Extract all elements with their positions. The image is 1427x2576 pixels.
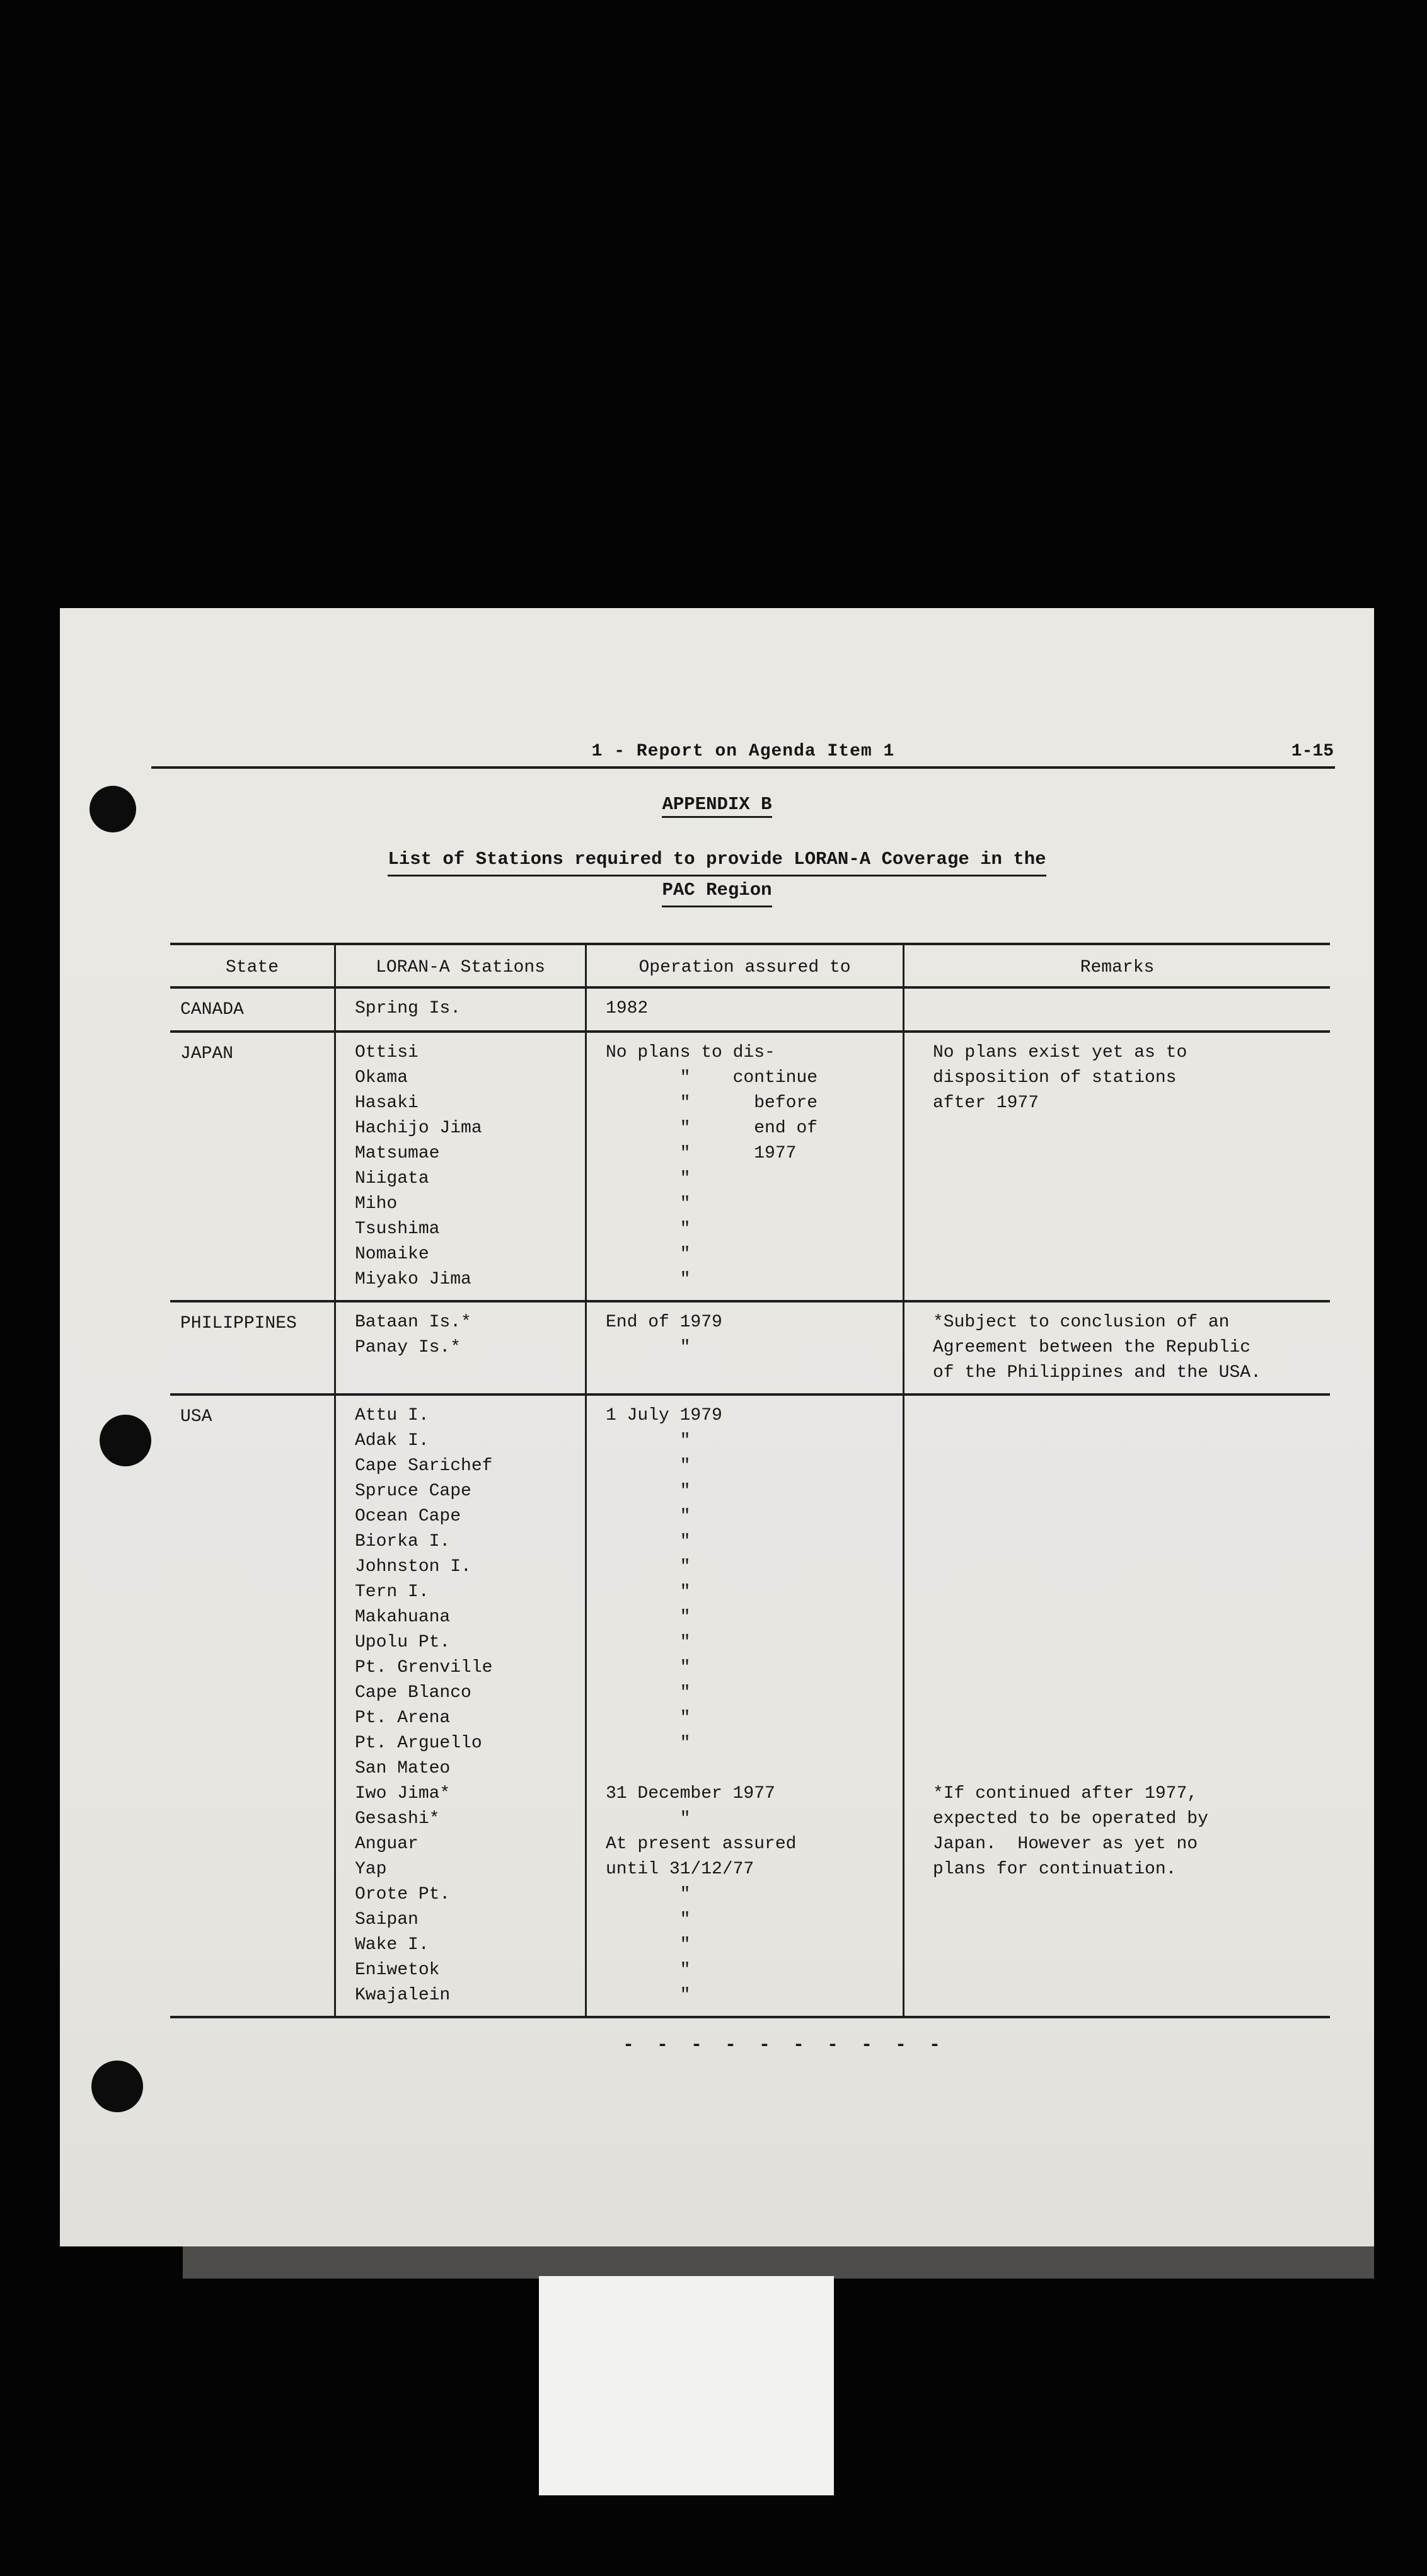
operation-value: 1 July 1979 [606,1406,722,1425]
table-row [170,1033,1330,1302]
station-name: Pt. Grenville [355,1658,493,1677]
operation-value: " [606,1194,691,1214]
stations-cell [334,1033,585,1300]
remark-spacer [933,1681,1327,1706]
operation-value: " [606,1658,691,1677]
remark-spacer [933,1479,1327,1504]
table-header-row [170,945,1330,989]
remark-spacer [933,1555,1327,1580]
operation-value: 1982 [606,999,649,1018]
operation-value: " before [606,1093,818,1113]
station-name: Spruce Cape [355,1481,471,1501]
document-title: 1 - Report on Agenda Item 1 [591,742,895,761]
table-row [170,989,1330,1033]
subtitle-line-2: PAC Region [662,877,771,907]
operations-cell [585,1033,903,1300]
station-name: Orote Pt. [355,1885,451,1904]
station-name: Bataan Is.* [355,1313,471,1332]
operation-value: End of 1979 [606,1313,722,1332]
station-name: Yap [355,1860,387,1879]
scanned-page [60,608,1374,2246]
hole-punch-icon [90,786,136,832]
operation-value: " [606,1633,691,1652]
state-cell: JAPAN [180,1044,234,1064]
remark-line: Agreement between the Republic [933,1338,1251,1357]
station-name: Cape Blanco [355,1683,471,1703]
operation-value: " [606,1885,691,1904]
remark-line: expected to be operated by [933,1809,1208,1829]
station-name: Makahuana [355,1607,451,1627]
remark-spacer [933,1731,1327,1756]
operation-value: until 31/12/77 [606,1860,754,1879]
state-cell: CANADA [180,1000,244,1020]
remark-spacer [933,1429,1327,1454]
list-heading [60,846,1374,907]
stations-cell [334,1396,585,2016]
station-name: Johnston I. [355,1557,471,1577]
station-name: Matsumae [355,1144,440,1163]
station-name: Ottisi [355,1043,419,1062]
operation-value: " [606,1607,691,1627]
station-name: Ocean Cape [355,1507,461,1526]
table-body [170,989,1330,2018]
station-name: Cape Sarichef [355,1456,493,1476]
station-name: Attu I. [355,1406,429,1425]
page-number: 1-15 [1291,742,1334,761]
station-name: Gesashi* [355,1809,440,1829]
operation-value: " [606,1431,691,1451]
station-name: Nomaike [355,1245,429,1264]
column-header-state: State [225,958,279,977]
operation-value: At present assured [606,1834,797,1854]
remark-line: plans for continuation. [933,1860,1177,1879]
operation-value: " [606,1986,691,2005]
operation-value: " [606,1481,691,1501]
station-name: Wake I. [355,1935,429,1955]
operation-value [606,1756,900,1781]
remark-spacer [933,1504,1327,1529]
station-name: Tsushima [355,1219,440,1239]
station-name: Anguar [355,1834,419,1854]
remark-spacer [933,1580,1327,1605]
station-name: Miho [355,1194,398,1214]
end-of-section-dashes: - - - - - - - - - - [623,2035,947,2056]
station-name: Saipan [355,1910,419,1929]
state-cell: USA [180,1407,212,1427]
hole-punch-icon [100,1415,151,1466]
station-name: San Mateo [355,1759,451,1778]
station-name: Okama [355,1068,408,1088]
operation-value: 31 December 1977 [606,1784,775,1803]
remarks-cell [903,1396,1330,2016]
remark-line: disposition of stations [933,1068,1177,1088]
operation-value: " end of [606,1118,818,1138]
station-name: Niigata [355,1169,429,1188]
remarks-cell [903,1302,1330,1393]
operation-value: " [606,1557,691,1577]
operation-value: " [606,1532,691,1551]
operations-cell [585,989,903,1030]
stations-table [170,943,1330,2018]
column-header-stations: LORAN-A Stations [334,945,585,986]
station-name: Adak I. [355,1431,429,1451]
remark-line: after 1977 [933,1093,1039,1113]
station-name: Hasaki [355,1093,419,1113]
table-row [170,1302,1330,1396]
operation-value: " 1977 [606,1144,797,1163]
station-name: Spring Is. [355,999,461,1018]
station-name: Pt. Arena [355,1708,451,1728]
remark-line: *Subject to conclusion of an [933,1313,1230,1332]
operation-value: " [606,1245,691,1264]
operation-value: " [606,1169,691,1188]
remark-line: *If continued after 1977, [933,1784,1198,1803]
station-name: Iwo Jima* [355,1784,451,1803]
operation-value: " [606,1270,691,1289]
remark-line: No plans exist yet as to [933,1043,1187,1062]
remark-spacer [933,1655,1327,1681]
remark-spacer [933,1756,1327,1781]
operation-value: " [606,1708,691,1728]
page-header [151,742,1335,769]
remark-line: of the Philippines and the USA. [933,1363,1261,1383]
operation-value: " [606,1683,691,1703]
remark-spacer [933,1706,1327,1731]
operation-value: " [606,1338,691,1357]
subtitle-line-1: List of Stations required to provide LORAN-A Coverage in the [388,846,1046,877]
operations-cell [585,1302,903,1393]
paper-tab [539,2276,834,2495]
remark-spacer [933,1403,1327,1429]
operation-value: No plans to dis- [606,1043,775,1062]
operation-value: " [606,1582,691,1602]
station-name: Tern I. [355,1582,429,1602]
station-name: Eniwetok [355,1960,440,1980]
hole-punch-icon [91,2061,143,2112]
operation-value: " [606,1935,691,1955]
station-name: Hachijo Jima [355,1118,482,1138]
appendix-heading [60,794,1374,818]
station-name: Panay Is.* [355,1338,461,1357]
table-row [170,1396,1330,2018]
column-header-remarks: Remarks [903,945,1330,986]
remark-line: Japan. However as yet no [933,1834,1198,1854]
remarks-cell [903,989,1330,1030]
operation-value: " [606,1456,691,1476]
operation-value: " [606,1960,691,1980]
column-header-operation: Operation assured to [585,945,903,986]
operations-cell [585,1396,903,2016]
station-name: Biorka I. [355,1532,451,1551]
station-name: Kwajalein [355,1986,451,2005]
operation-value: " [606,1219,691,1239]
operation-value: " [606,1910,691,1929]
station-name: Miyako Jima [355,1270,471,1289]
operation-value: " [606,1507,691,1526]
appendix-title: APPENDIX B [662,794,771,818]
remark-spacer [933,1630,1327,1655]
remark-spacer [933,1529,1327,1555]
remark-spacer [933,1454,1327,1479]
station-name: Upolu Pt. [355,1633,451,1652]
operation-value: " [606,1809,691,1829]
state-cell: PHILIPPINES [180,1314,297,1333]
remarks-cell [903,1033,1330,1300]
stations-cell [334,989,585,1030]
page-bottom-shadow [183,2242,1374,2279]
stations-cell [334,1302,585,1393]
operation-value: " continue [606,1068,818,1088]
operation-value: " [606,1734,691,1753]
station-name: Pt. Arguello [355,1734,482,1753]
remark-spacer [933,1605,1327,1630]
